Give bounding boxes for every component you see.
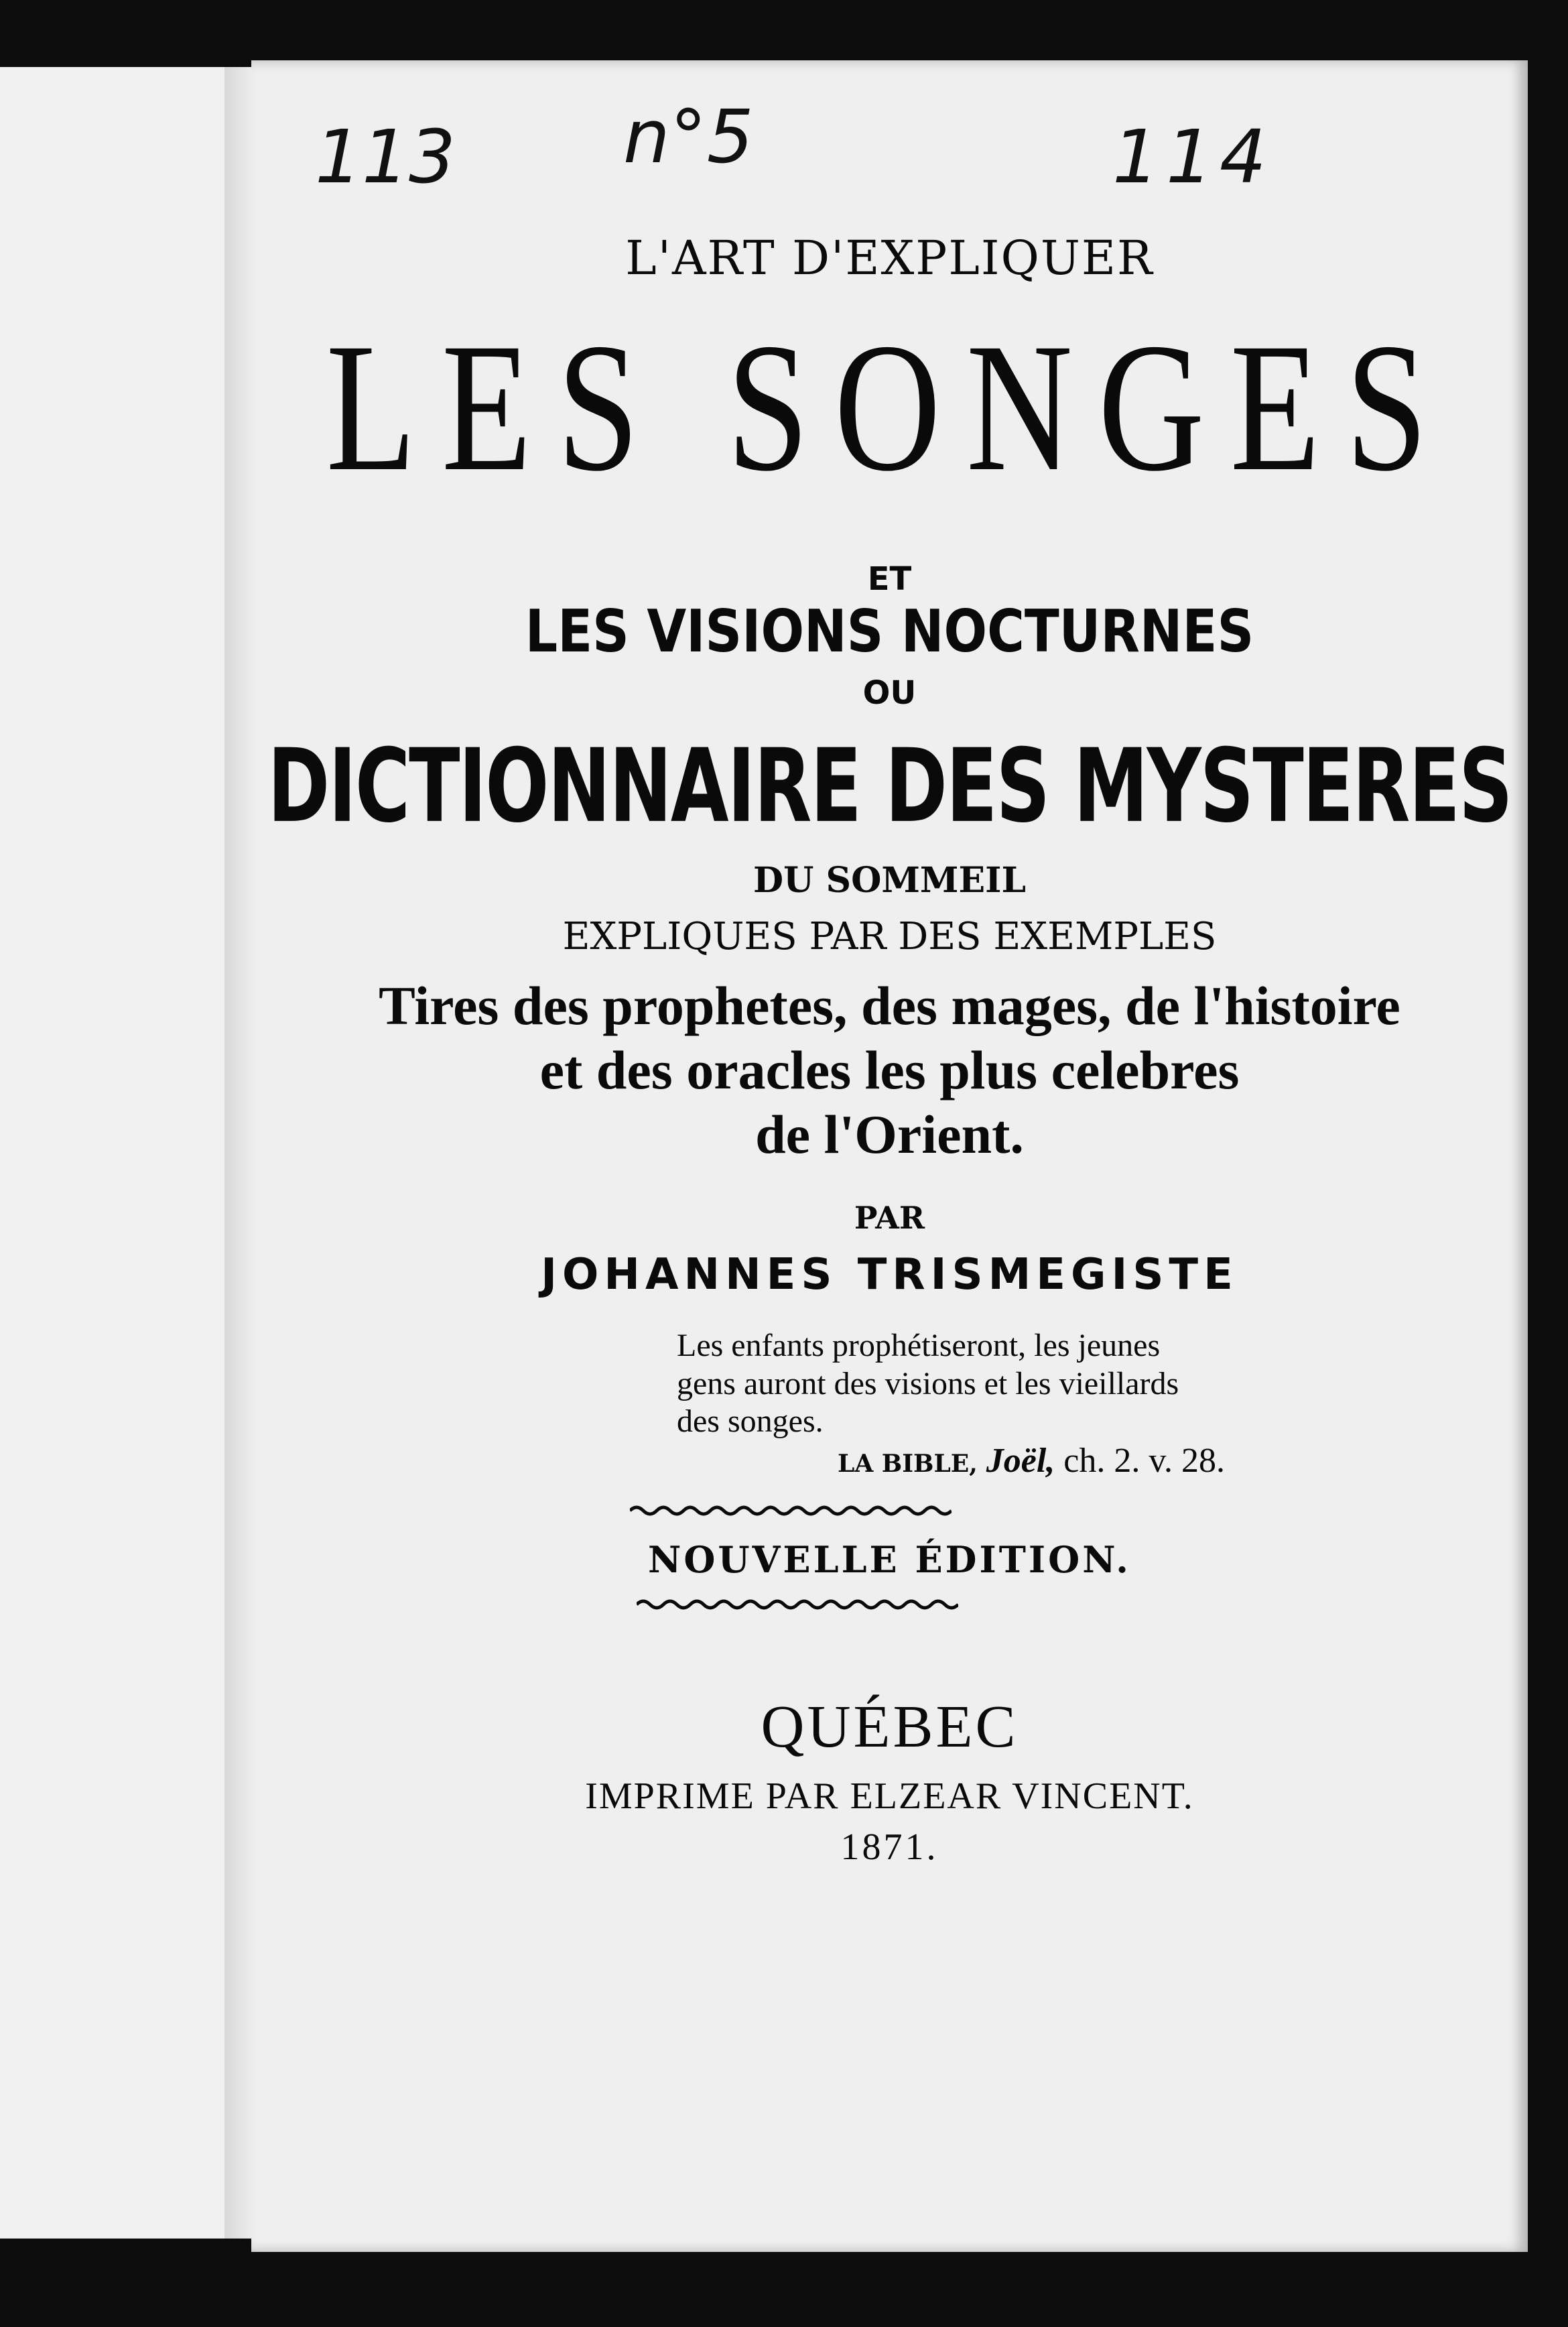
epigraph <box>677 1327 1347 1441</box>
title-line-sommeil: DU SOMMEIL <box>753 860 1027 901</box>
imprint-city: QUÉBEC <box>761 1694 1019 1760</box>
imprint-printer: IMPRIME PAR ELZEAR VINCENT. <box>585 1775 1194 1817</box>
wavy-rule-top <box>630 1501 952 1520</box>
subtitle-line-3: de l'Orient. <box>755 1104 1024 1165</box>
title-line-et: ET <box>867 560 912 598</box>
handwritten-number-middle: n°5 <box>623 94 754 180</box>
main-title: LES SONGES <box>326 305 1453 509</box>
source-reference: ch. 2. v. 28. <box>1063 1442 1225 1480</box>
byline-par: PAR <box>854 1200 925 1236</box>
handwritten-number-right: 114 <box>1112 114 1273 200</box>
page-gutter <box>224 67 251 2239</box>
epigraph-source <box>838 1441 1225 1481</box>
left-page <box>0 67 230 2239</box>
edition-label: NOUVELLE ÉDITION. <box>648 1538 1131 1581</box>
subtitle-line-2: et des oracles les plus celebres <box>539 1040 1240 1100</box>
title-line-art: L'ART D'EXPLIQUER <box>625 231 1154 286</box>
author-name: JOHANNES TRISMEGISTE <box>541 1250 1238 1300</box>
source-name: Joël, <box>986 1442 1055 1480</box>
subtitle-line-1: Tires des prophetes, des mages, de l'histoire <box>379 975 1400 1036</box>
epigraph-line: des songes. <box>677 1403 824 1440</box>
title-line-ou: OU <box>862 674 917 712</box>
title-line-expliques: EXPLIQUES PAR DES EXEMPLES <box>562 915 1217 958</box>
title-block <box>251 221 1528 1300</box>
title-line-dictionnaire: DICTIONNAIRE DES MYSTERES <box>267 727 1512 846</box>
title-line-visions: LES VISIONS NOCTURNES <box>525 596 1254 666</box>
epigraph-line: Les enfants prophétiseront, les jeunes <box>677 1328 1161 1363</box>
imprint <box>251 1692 1528 1869</box>
epigraph-line: gens auront des visions et les vieillards <box>677 1365 1179 1401</box>
wavy-rule-bottom <box>637 1595 958 1614</box>
imprint-year: 1871. <box>840 1826 939 1868</box>
source-book: LA BIBLE, <box>838 1450 978 1478</box>
handwritten-number-left: 113 <box>315 114 456 200</box>
